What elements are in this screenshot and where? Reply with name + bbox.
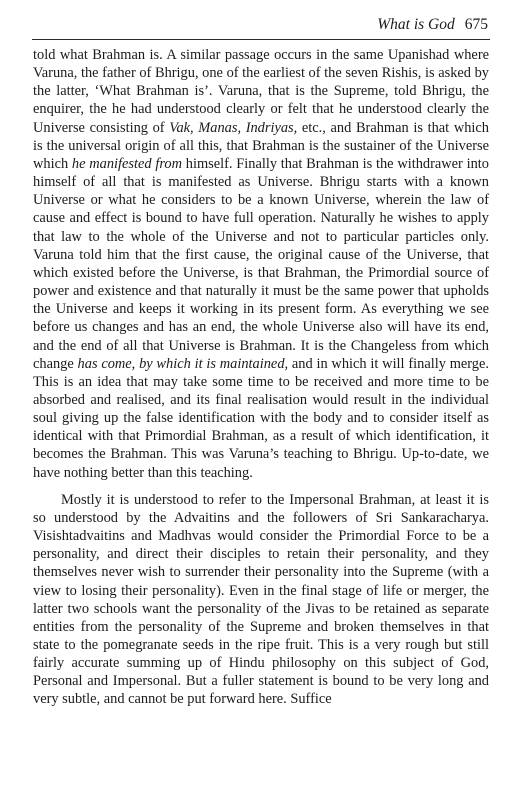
paragraph-text: and in which it will finally merge. This is an idea that may take some time to be received and more time to be absorbed and realised, and its final realisation would result in the individual soul giving up the false identification with the body and to consider itself as identical with that Primordial Brahman, as a result of which identification, it becomes the Brahman. This was Varuna’s teaching to Bhrigu. Up-to-date, we have nothing better than this teaching. (33, 355, 489, 481)
paragraph-2 (33, 491, 489, 709)
paragraph-text: himself. Finally that Brahman is the withdrawer into himself of all that is manifested as Universe. Bhrigu starts with a known Universe or what he considers to be a known Universe, wherein the law of cause and effect is bound to have full operation. Naturally he wishes to apply that law to the whole of the Universe and not to particular particles only. Varuna told him that the first cause, the original cause of the Universe, that which existed before the Universe, is that Brahman, the Primordial source of power and existence and that naturally it must be the same power that upholds the Universe and keeps it working in its present form. As everything we see before us changes and has an end, the whole Universe also will have its end, and the end of all that Universe is Brahman. It is the Changeless from which change (33, 155, 489, 372)
paragraph-text: Mostly it is understood to refer to the Impersonal Brahman, at least it is so understood by the Advaitins and the followers of Sri Sankaracharya. Visishtadvaitins and Madhvas would consider the Primordial Force to be a personality, and direct their disciples to retain their personality, and they themselves never wish to surrender their personality into the Supreme (with a view to losing their personality). Even in the final stage of life or merger, the latter two schools want the personality of the Jivas to be retained as separate entities from the personality of the Supreme and broken themselves in that state to the pomegranate seeds in the ripe fruit. This is a very rough but still fairly accurate summing up of Hindu philosophy on this subject of God, Personal and Impersonal. But a fuller statement is bound to be very long and very subtle, and cannot be put forward here. Suffice (33, 491, 489, 708)
body-text (33, 46, 489, 709)
page-number: 675 (464, 16, 488, 33)
paragraph-text: told what Brahman is. A similar passage occurs in the same Upanishad where Varuna, the father of Bhrigu, one of the earliest of the seven Rishis, is asked by the latter, ‘What Brahman is’. Varuna, that is the Supreme, told Bhrigu, the enquirer, the he had understood clearly or felt that he understood clearly the Universe consisting of (33, 47, 489, 136)
italic-phrase-manifested-from: he manifested from (71, 155, 183, 172)
paragraph-text: etc., and Brahman is that which is the universal origin of all this, that Brahman is the sustainer of the Universe which (33, 119, 489, 172)
header-rule (32, 39, 490, 40)
italic-term-vak-manas-indriyas: Vak, Manas, Indriyas, (169, 119, 298, 136)
italic-phrase-has-come: has come, by which it is maintained, (77, 355, 289, 372)
running-header (377, 16, 488, 34)
paragraph-1 (33, 46, 489, 482)
running-title: What is God (377, 16, 455, 33)
